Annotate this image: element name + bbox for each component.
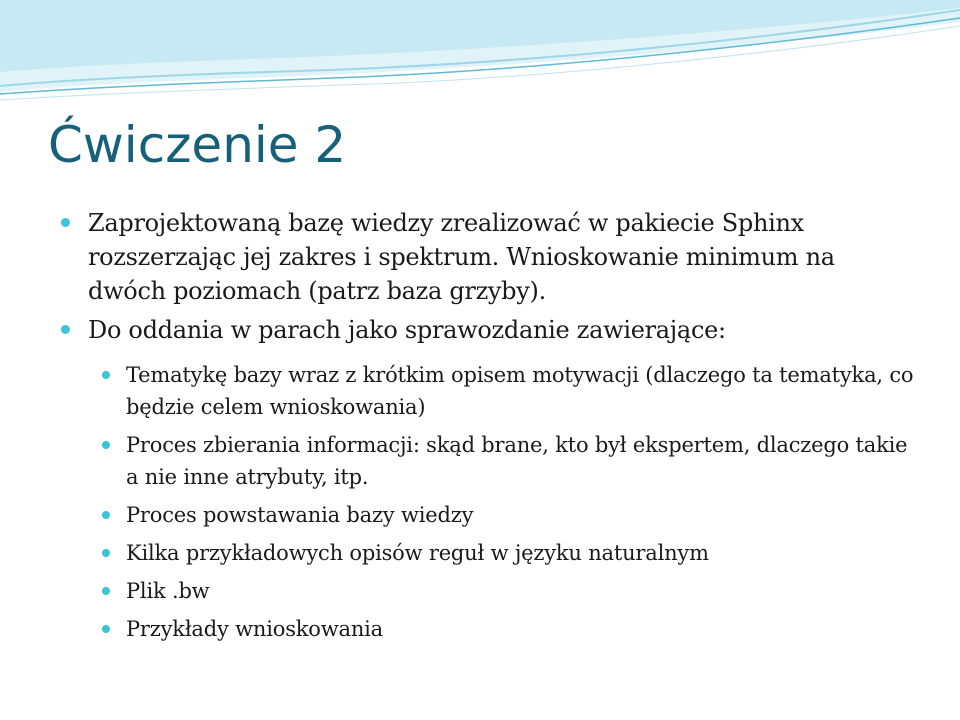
header-wave-decoration	[0, 0, 960, 110]
subbullet-text: Plik .bw	[126, 579, 210, 603]
bullet-item	[88, 313, 878, 347]
slide-body	[0, 206, 960, 645]
subbullet-item	[126, 429, 926, 493]
slide-title: Ćwiczenie 2	[48, 116, 347, 174]
subbullet-text: Proces zbierania informacji: skąd brane, kto był ekspertem, dlaczego takie a nie inne atrybuty, itp.	[126, 433, 908, 489]
subbullet-text: Kilka przykładowych opisów reguł w języku naturalnym	[126, 541, 709, 565]
subbullet-text: Proces powstawania bazy wiedzy	[126, 503, 474, 527]
subbullet-text: Tematykę bazy wraz z krótkim opisem motywacji (dlaczego ta tematyka, co będzie celem wnioskowania)	[126, 363, 914, 419]
subbullet-item	[126, 613, 926, 645]
bullet-dot-icon	[102, 549, 110, 557]
subbullet-item	[126, 575, 926, 607]
bullet-dot-icon	[102, 371, 110, 379]
bullet-dot-icon	[61, 218, 70, 227]
subbullet-text: Przykłady wnioskowania	[126, 617, 383, 641]
bullet-dot-icon	[102, 511, 110, 519]
subbullet-item	[126, 499, 926, 531]
bullet-item	[88, 206, 878, 308]
subbullet-item	[126, 359, 926, 423]
bullet-text: Do oddania w parach jako sprawozdanie zawierające:	[88, 316, 726, 344]
bullet-dot-icon	[102, 625, 110, 633]
bullet-text: Zaprojektowaną bazę wiedzy zrealizować w pakiecie Sphinx rozszerzając jej zakres i spektrum. Wnioskowanie minimum na dwóch poziomach (patrz baza grzyby).	[88, 209, 835, 305]
bullet-dot-icon	[61, 325, 70, 334]
bullet-dot-icon	[102, 441, 110, 449]
subbullet-item	[126, 537, 926, 569]
bullet-dot-icon	[102, 587, 110, 595]
